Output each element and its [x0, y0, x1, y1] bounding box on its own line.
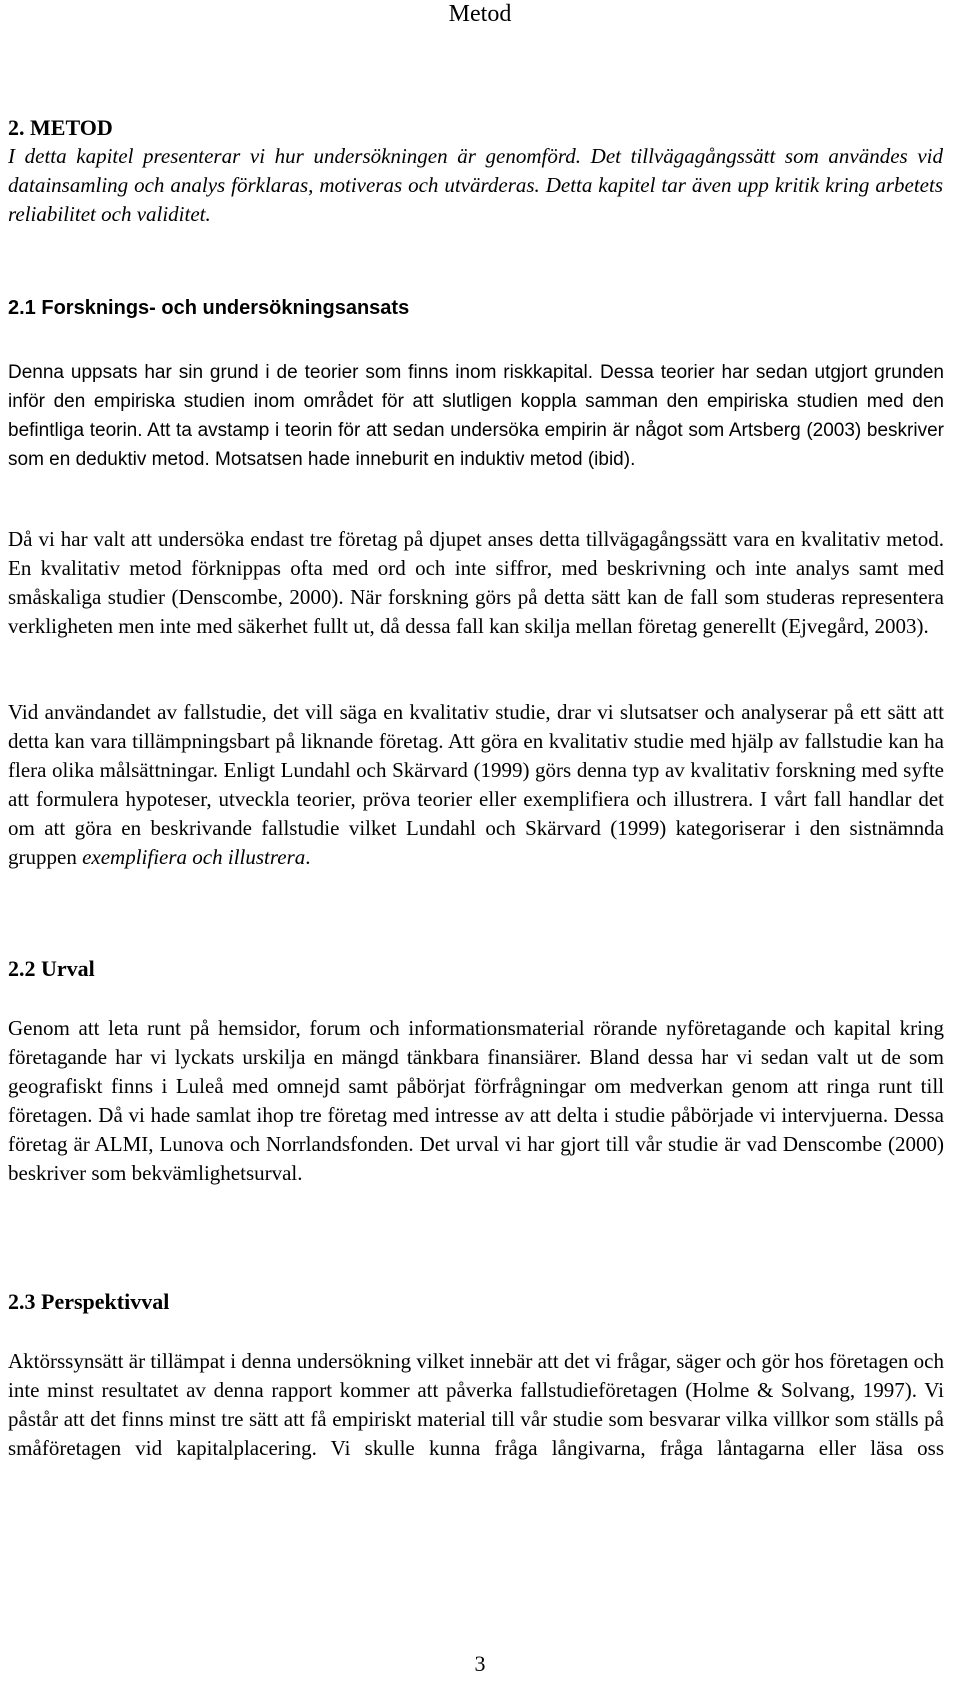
- section-title-2-2: 2.2 Urval: [8, 956, 95, 981]
- section-title-2-3: 2.3 Perspektivval: [8, 1289, 170, 1314]
- chapter-title: 2. METOD: [8, 115, 113, 140]
- page-number: 3: [474, 1651, 486, 1676]
- section-title-2-1: 2.1 Forsknings- och undersökningsansats: [8, 297, 410, 319]
- paragraph-2-1-b: Då vi har valt att undersöka endast tre företag på djupet anses detta tillvägagångssätt vara en kvalitativ metod. En kvalitativ metod förknippas ofta med ord och inte siffror, med beskrivning och inte analys samt med småskaliga studier (Denscombe, 2000). När forskning görs på detta sätt kan de fall som studeras representera verkligheten men inte med säkerhet fullt ut, då dessa fall kan skilja mellan företag generellt (Ejvegård, 2003).: [8, 527, 944, 638]
- paragraph-2-1-a: Denna uppsats har sin grund i de teorier som finns inom riskkapital. Dessa teorier har sedan utgjort grunden inför den empiriska studien inom området för att slutligen koppla samman den empiriska studien med den befintliga teorin. Att ta avstamp i teorin för att sedan undersöka empirin är något som Artsberg (2003) beskriver som en deduktiv metod. Motsatsen hade inneburit en induktiv metod (ibid).: [8, 362, 944, 470]
- paragraph-2-1-c-end: .: [305, 845, 311, 869]
- chapter-intro: I detta kapitel presenterar vi hur undersökningen är genomförd. Det tillvägagångssätt som användes vid datainsamling och analys förklaras, motiveras och utvärderas. Detta kapitel tar även upp kritik kring arbetets reliabilitet och validitet.: [8, 144, 943, 226]
- paragraph-2-3-a: Aktörssynsätt är tillämpat i denna undersökning vilket innebär att det vi frågar, säger och gör hos företagen och inte minst resultatet av denna rapport kommer att påverka fallstudieföretagen (Holme & Solvang, 1997). Vi påstår att det finns minst tre sätt att få empiriskt material till vår studie som besvarar vilka villkor som ställs på småföretagen vid kapitalplacering. Vi skulle kunna fråga långivarna, fråga låntagarna eller läsa oss: [8, 1349, 944, 1460]
- paragraph-2-1-c-emphasis: exemplifiera och illustrera: [82, 845, 306, 869]
- paragraph-2-1-c-main: Vid användandet av fallstudie, det vill säga en kvalitativ studie, drar vi slutsatser och analyserar på ett sätt att detta kan vara tillämpningsbart på liknande företag. Att göra en kvalitativ studie med hjälp av fallstudie kan ha flera olika målsättningar. Enligt Lundahl och Skärvard (1999) görs denna typ av kvalitativ forskning med syfte att formulera hypoteser, utveckla teorier, pröva teorier eller exemplifiera och illustrera. I vårt fall handlar det om att göra en beskrivande fallstudie vilket Lundahl och Skärvard (1999) kategoriserar i den sistnämnda gruppen: [8, 700, 944, 869]
- paragraph-2-2-a: Genom att leta runt på hemsidor, forum och informationsmaterial rörande nyföretagande och kapital kring företagande har vi lyckats urskilja en mängd tänkbara finansiärer. Bland dessa har vi sedan valt ut de som geografiskt finns i Luleå med omnejd samt påbörjat förfrågningar om medverkan genom att ringa runt till företagen. Då vi hade samlat ihop tre företag med intresse av att delta i studie påbörjade vi intervjuerna. Dessa företag är ALMI, Lunova och Norrlandsfonden. Det urval vi har gjort till vår studie är vad Denscombe (2000) beskriver som bekvämlighetsurval.: [8, 1016, 944, 1185]
- running-header: Metod: [448, 1, 512, 27]
- paragraph-2-1-c: [8, 698, 944, 872]
